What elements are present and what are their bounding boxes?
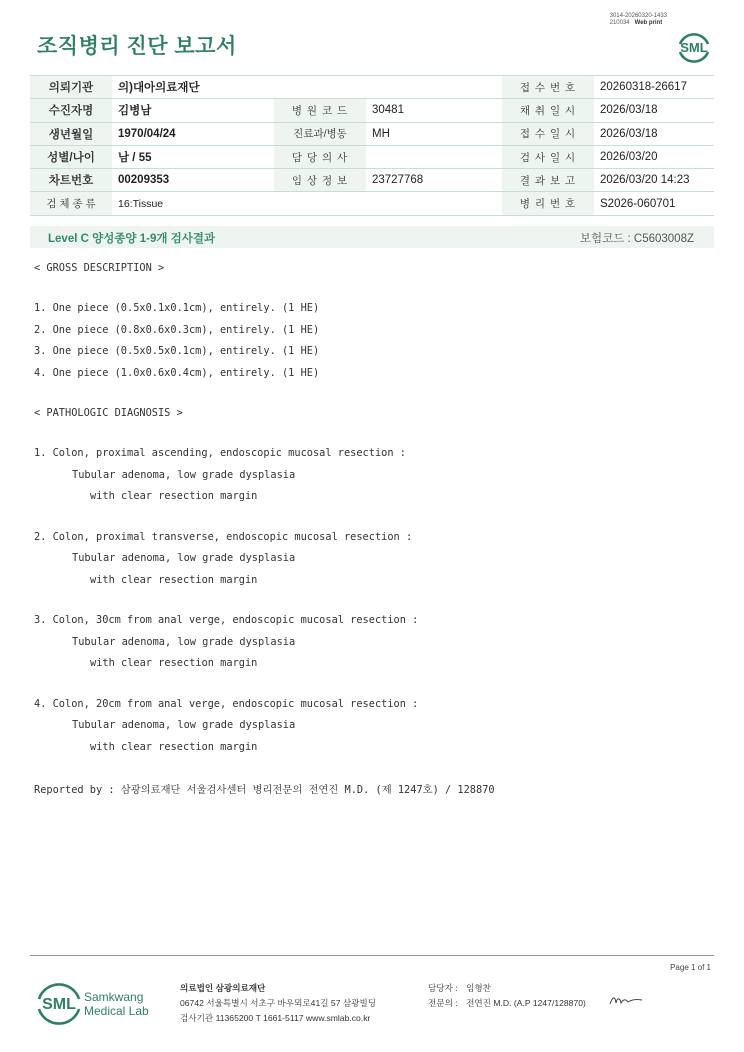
label-cell: 검 사 일 시 [502,145,594,168]
samkwang-logo-icon [36,980,196,1026]
table-row [30,122,714,145]
logo-text: SML [680,40,708,55]
value-cell: 2026/03/18 [594,99,714,122]
footer-address: 06742 서울특별시 서초구 바우뫼로41길 57 삼광빌딩 [180,998,377,1008]
sml-logo-icon [674,26,714,66]
label-cell: 병 원 코 드 [274,99,366,122]
label-cell: 임 상 정 보 [274,169,366,192]
diagnosis-text: Tubular adenoma, low grade dysplasia [72,469,296,481]
footer-contact: 검사기관 11365200 T 1661-5117 www.smlab.co.kr [180,1013,371,1023]
value-cell: 2026/03/18 [594,122,714,145]
gross-header: < GROSS DESCRIPTION > [34,262,165,274]
gross-item: 1. One piece (0.5x0.1x0.1cm), entirely. (1 HE) [34,302,320,314]
value-cell: 16:Tissue [112,192,502,215]
diagnosis-margin: with clear resection margin [90,741,258,753]
label-cell: 수진자명 [30,99,112,122]
svg-text:Medical Lab: Medical Lab [84,1004,149,1018]
insurance-code: 보험코드 : C5603008Z [579,233,694,245]
label-cell: 성별/나이 [30,145,112,168]
svg-text:SML: SML [42,996,76,1013]
label-cell: 결 과 보 고 [502,169,594,192]
diagnosis-margin: with clear resection margin [90,657,258,669]
label-cell: 접 수 일 시 [502,122,594,145]
gross-item: 4. One piece (1.0x0.6x0.4cm), entirely. (1 HE) [34,367,320,379]
svg-text:Samkwang: Samkwang [84,990,144,1004]
table-row [30,169,714,192]
value-cell: 2026/03/20 [594,145,714,168]
value-cell: 00209353 [112,169,274,192]
label-cell: 차트번호 [30,169,112,192]
value-cell: MH [366,122,502,145]
specialist-name: 전연진 M.D. (A.P 1247/128870) [466,998,586,1008]
label-cell: 의뢰기관 [30,76,112,99]
signature-icon [608,994,644,1008]
table-row [30,99,714,122]
page-number: Page 1 of 1 [670,963,711,972]
diagnosis-text: Tubular adenoma, low grade dysplasia [72,719,296,731]
label-cell: 접 수 번 호 [502,76,594,99]
footer-org: 의료법인 삼광의료재단 [180,983,266,993]
diagnosis-header: < PATHOLOGIC DIAGNOSIS > [34,407,183,419]
value-cell: 30481 [366,99,502,122]
label-cell: 검 체 종 류 [30,192,112,215]
section-title: Level C 양성종양 1-9개 검사결과 [48,233,216,245]
table-row [30,145,714,168]
value-cell: 김병남 [112,99,274,122]
value-cell [366,145,502,168]
gross-item: 3. One piece (0.5x0.5x0.1cm), entirely. (1 HE) [34,345,320,357]
label-cell: 생년월일 [30,122,112,145]
label-cell: 담 당 의 사 [274,145,366,168]
print-id [610,13,667,27]
value-cell: 20260318-26617 [594,76,714,99]
diagnosis-margin: with clear resection margin [90,574,258,586]
patient-info-table [30,75,714,216]
footer-staff [428,982,491,994]
page-title: 조직병리 진단 보고서 [37,35,237,58]
table-row [30,76,714,99]
diagnosis-margin: with clear resection margin [90,490,258,502]
value-cell: 23727768 [366,169,502,192]
staff-label: 담당자 : [428,983,458,993]
print-id-number: 3014-20260320-1433 [609,13,667,19]
staff-name: 임형찬 [466,983,491,993]
value-cell: S2026-060701 [594,192,714,215]
reported-by: Reported by : 삼광의료재단 서울검사센터 병리전문의 전연진 M.D. (제 1247호) / 128870 [34,784,495,796]
specialist-label: 전문의 : [428,998,458,1008]
print-id-number-2: 210034 [609,20,630,26]
footer-divider [30,955,714,956]
diagnosis-site: 4. Colon, 20cm from anal verge, endoscopic mucosal resection : [34,698,419,710]
footer-specialist [428,997,586,1009]
label-cell: 채 취 일 시 [502,99,594,122]
diagnosis-text: Tubular adenoma, low grade dysplasia [72,552,296,564]
label-cell: 진료과/병동 [274,122,366,145]
table-row [30,192,714,215]
diagnosis-text: Tubular adenoma, low grade dysplasia [72,636,296,648]
diagnosis-site: 3. Colon, 30cm from anal verge, endoscopic mucosal resection : [34,614,419,626]
print-tag: Web print [634,20,663,26]
diagnosis-site: 1. Colon, proximal ascending, endoscopic mucosal resection : [34,447,406,459]
diagnosis-site: 2. Colon, proximal transverse, endoscopic mucosal resection : [34,531,413,543]
label-cell: 병 리 번 호 [502,192,594,215]
value-cell: 의)대아의료재단 [112,76,502,99]
value-cell: 남 / 55 [112,145,274,168]
gross-item: 2. One piece (0.8x0.6x0.3cm), entirely. (1 HE) [34,324,320,336]
value-cell: 2026/03/20 14:23 [594,169,714,192]
value-cell: 1970/04/24 [112,122,274,145]
